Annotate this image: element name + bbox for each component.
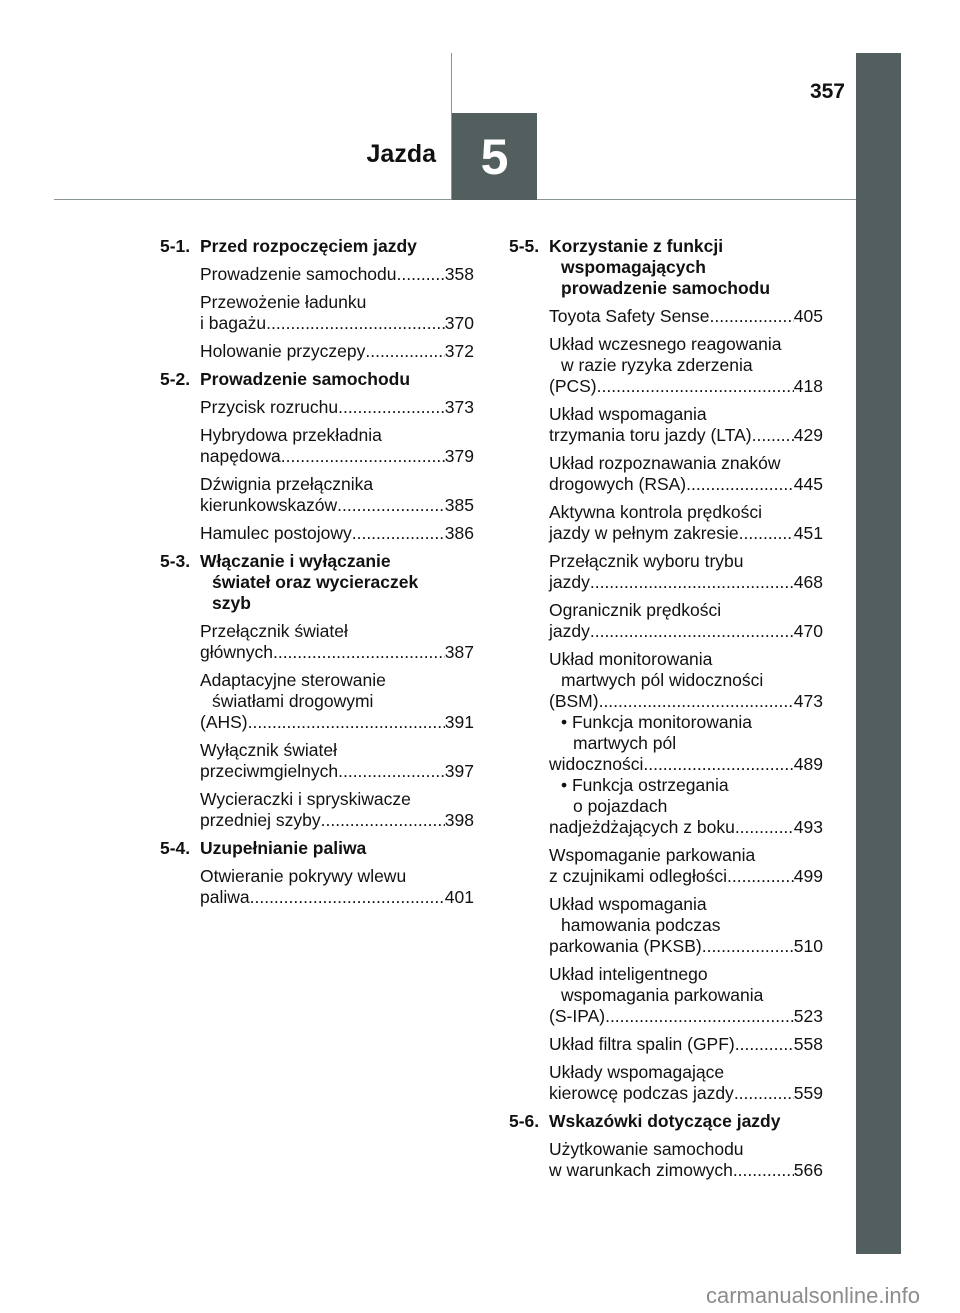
dot-leader — [686, 474, 794, 495]
toc-line-with-page[interactable] — [200, 642, 474, 663]
dot-leader — [735, 817, 794, 838]
section-title-line: Korzystanie z funkcji — [549, 236, 724, 256]
toc-page-number: 429 — [793, 425, 823, 445]
toc-line-with-page[interactable] — [200, 397, 474, 418]
toc-entry[interactable] — [200, 789, 474, 831]
section-title-line: Wskazówki dotyczące jazdy — [549, 1111, 781, 1131]
toc-entry-text: widoczności — [549, 754, 644, 774]
dot-leader — [752, 425, 794, 446]
toc-entry-text: Toyota Safety Sense — [549, 306, 710, 326]
toc-entry[interactable] — [549, 845, 823, 887]
toc-page-number: 493 — [793, 817, 823, 837]
toc-line-with-page[interactable] — [549, 817, 823, 838]
toc-page-number: 566 — [793, 1160, 823, 1180]
toc-entry-text: kierunkowskazów — [200, 495, 338, 515]
toc-line-with-page[interactable] — [549, 1034, 823, 1055]
section-title-line: Prowadzenie samochodu — [200, 369, 411, 389]
toc-page-number: 397 — [444, 761, 474, 781]
section-number: 5-2. — [160, 369, 191, 389]
toc-line-with-page[interactable] — [549, 621, 823, 642]
toc-line-with-page[interactable] — [549, 572, 823, 593]
toc-entry-text: trzymania toru jazdy (LTA) — [549, 425, 752, 445]
toc-page-number: 401 — [444, 887, 474, 907]
toc-entry-text: Układy wspomagające — [549, 1062, 725, 1082]
toc-line-with-page[interactable] — [200, 712, 474, 733]
toc-page-number: 398 — [444, 810, 474, 830]
toc-entry-text: i bagażu — [200, 313, 267, 333]
toc-entry-text: martwych pól — [573, 733, 677, 753]
toc-entry[interactable] — [200, 474, 474, 516]
section-title — [549, 236, 823, 299]
toc-page-number: 391 — [444, 712, 474, 732]
toc-entry-text: drogowych (RSA) — [549, 474, 687, 494]
toc-entry[interactable] — [549, 1034, 823, 1055]
toc-entry-text: Układ wczesnego reagowania — [549, 334, 782, 354]
toc-entry-text: światłami drogowymi — [212, 691, 374, 711]
toc-line-with-page[interactable] — [200, 810, 474, 831]
toc-entry-text: parkowania (PKSB) — [549, 936, 702, 956]
toc-entry[interactable] — [549, 551, 823, 593]
toc-entry-text: Adaptacyjne sterowanie — [200, 670, 386, 690]
toc-entry-text: hamowania podczas — [561, 915, 721, 935]
toc-subentry[interactable] — [549, 775, 823, 838]
toc-line-with-page[interactable] — [549, 376, 823, 397]
toc-line-with-page[interactable] — [200, 495, 474, 516]
toc-entry-text: Ogranicznik prędkości — [549, 600, 722, 620]
toc-entry-text: Układ monitorowania — [549, 649, 713, 669]
section-title-line: Włączanie i wyłączanie — [200, 551, 391, 571]
toc-section-heading[interactable] — [160, 236, 474, 257]
section-title — [200, 236, 474, 257]
toc-entry[interactable] — [549, 600, 823, 642]
dot-leader — [590, 621, 794, 642]
section-number: 5-4. — [160, 838, 191, 858]
toc-entry-text: kierowcę podczas jazdy — [549, 1083, 734, 1103]
toc-page-number: 499 — [793, 866, 823, 886]
toc-entry[interactable] — [549, 502, 823, 544]
toc-entry-text: (S-IPA) — [549, 1006, 606, 1026]
toc-entry-text: Prowadzenie samochodu — [200, 264, 397, 284]
toc-entry-text: w razie ryzyka zderzenia — [561, 355, 753, 375]
toc-entry-text: (BSM) — [549, 691, 599, 711]
toc-section-heading[interactable] — [509, 1111, 823, 1132]
toc-line-with-page[interactable] — [549, 754, 823, 775]
toc-entry[interactable] — [549, 1062, 823, 1104]
toc-entry-text: (PCS) — [549, 376, 597, 396]
toc-page-number: 559 — [793, 1083, 823, 1103]
dot-leader — [605, 1006, 794, 1027]
section-title — [200, 551, 474, 614]
toc-entry-text: paliwa — [200, 887, 250, 907]
toc-page-number: 405 — [793, 306, 823, 326]
toc-line-with-page[interactable] — [200, 313, 474, 334]
toc-entry-text: Otwieranie pokrywy wlewu — [200, 866, 407, 886]
toc-line-with-page[interactable] — [200, 761, 474, 782]
toc-entry-text: Wycieraczki i spryskiwacze — [200, 789, 411, 809]
toc-entry-text: przedniej szyby — [200, 810, 321, 830]
section-title-line: świateł oraz wycieraczek — [212, 572, 419, 592]
toc-entry-text: Układ inteligentnego — [549, 964, 708, 984]
toc-entry-text: Układ rozpoznawania znaków — [549, 453, 781, 473]
chapter-side-tab — [856, 53, 901, 1254]
toc-entry-text: nadjeżdżających z boku — [549, 817, 735, 837]
toc-page-number: 468 — [793, 572, 823, 592]
dot-leader — [710, 306, 794, 327]
toc-entry[interactable] — [200, 523, 474, 544]
toc-line-with-page[interactable] — [549, 1160, 823, 1181]
toc-entry-text: Przewożenie ładunku — [200, 292, 367, 312]
toc-entry[interactable] — [200, 292, 474, 334]
toc-line-with-page[interactable] — [549, 936, 823, 957]
toc-page-number: 558 — [793, 1034, 823, 1054]
toc-column-right — [509, 236, 823, 1181]
dot-leader — [734, 1083, 794, 1104]
dot-leader — [338, 761, 445, 782]
toc-entry[interactable] — [549, 894, 823, 957]
dot-leader — [338, 397, 445, 418]
toc-page-number: 451 — [793, 523, 823, 543]
toc-entry-text: Dźwignia przełącznika — [200, 474, 374, 494]
dot-leader — [352, 523, 445, 544]
dot-leader — [266, 313, 445, 334]
dot-leader — [599, 691, 794, 712]
toc-subentry[interactable] — [549, 712, 823, 775]
dot-leader — [727, 866, 794, 887]
section-title-line: Uzupełnianie paliwa — [200, 838, 367, 858]
toc-page-number: 372 — [444, 341, 474, 361]
section-title-line: prowadzenie samochodu — [561, 278, 771, 298]
toc-entry[interactable] — [549, 649, 823, 838]
toc-entry-text: Holowanie przyczepy — [200, 341, 366, 361]
toc-entry-text: Przełącznik świateł — [200, 621, 348, 641]
toc-entry-text: martwych pól widoczności — [561, 670, 764, 690]
toc-section-heading[interactable] — [160, 369, 474, 390]
toc-entry-text: z czujnikami odległości — [549, 866, 727, 886]
toc-entry-text: Układ wspomagania — [549, 404, 707, 424]
chapter-title: Jazda — [366, 140, 436, 168]
section-title — [549, 1111, 823, 1132]
toc-entry-text: o pojazdach — [573, 796, 668, 816]
dot-leader — [590, 572, 794, 593]
toc-column-left — [160, 236, 474, 908]
toc-entry-text: w warunkach zimowych — [549, 1160, 733, 1180]
toc-page-number: 489 — [793, 754, 823, 774]
toc-section-heading[interactable] — [160, 838, 474, 859]
toc-page-number: 418 — [793, 376, 823, 396]
toc-line-with-page[interactable] — [549, 306, 823, 327]
section-number: 5-1. — [160, 236, 191, 256]
toc-line-with-page[interactable] — [549, 523, 823, 544]
toc-entry-text: • Funkcja monitorowania — [561, 712, 752, 732]
toc-entry-text: Przełącznik wyboru trybu — [549, 551, 744, 571]
toc-section-heading[interactable] — [160, 551, 474, 614]
toc-entry[interactable] — [200, 866, 474, 908]
toc-page-number: 510 — [793, 936, 823, 956]
toc-entry[interactable] — [200, 341, 474, 362]
toc-page-number: 385 — [444, 495, 474, 515]
toc-entry-text: jazdy — [549, 572, 590, 592]
dot-leader — [365, 341, 444, 362]
section-title-line: Przed rozpoczęciem jazdy — [200, 236, 417, 256]
toc-line-with-page[interactable] — [549, 1006, 823, 1027]
toc-entry-text: • Funkcja ostrzegania — [561, 775, 729, 795]
toc-entry[interactable] — [549, 306, 823, 327]
toc-page-number: 373 — [444, 397, 474, 417]
toc-entry-text: Układ wspomagania — [549, 894, 707, 914]
toc-page-number: 370 — [444, 313, 474, 333]
toc-entry[interactable] — [549, 964, 823, 1027]
toc-entry-text: Wspomaganie parkowania — [549, 845, 756, 865]
toc-line-with-page[interactable] — [200, 446, 474, 467]
toc-entry-text: Hamulec postojowy — [200, 523, 352, 543]
toc-page-number: 387 — [444, 642, 474, 662]
dot-leader — [337, 495, 445, 516]
dot-leader — [250, 887, 445, 908]
toc-page-number: 386 — [444, 523, 474, 543]
toc-page-number: 445 — [793, 474, 823, 494]
toc-line-with-page[interactable] — [549, 1083, 823, 1104]
dot-leader — [735, 1034, 794, 1055]
toc-line-with-page[interactable] — [200, 264, 474, 285]
dot-leader — [597, 376, 794, 397]
dot-leader — [643, 754, 793, 775]
toc-entry[interactable] — [549, 404, 823, 446]
toc-page-number: 379 — [444, 446, 474, 466]
toc-page-number: 358 — [444, 264, 474, 284]
toc-entry-text: jazdy — [549, 621, 590, 641]
toc-page-number: 473 — [793, 691, 823, 711]
dot-leader — [273, 642, 445, 663]
page-number: 357 — [809, 80, 845, 103]
toc-entry-text: Hybrydowa przekładnia — [200, 425, 382, 445]
watermark: carmanualsonline.info — [705, 1283, 920, 1308]
toc-page-number: 470 — [793, 621, 823, 641]
chapter-number: 5 — [480, 128, 509, 185]
toc-line-with-page[interactable] — [200, 341, 474, 362]
toc-entry-text: napędowa — [200, 446, 281, 466]
toc-entry-text: wspomagania parkowania — [561, 985, 764, 1005]
toc-entry[interactable] — [549, 1139, 823, 1181]
toc-section-heading[interactable] — [509, 236, 823, 299]
toc-entry-text: (AHS) — [200, 712, 248, 732]
toc-line-with-page[interactable] — [549, 866, 823, 887]
toc-entry-text: przeciwmgielnych — [200, 761, 339, 781]
dot-leader — [397, 264, 445, 285]
section-title-line: szyb — [212, 593, 251, 613]
chapter-number-box — [452, 113, 537, 200]
toc-line-with-page[interactable] — [200, 523, 474, 544]
section-number: 5-3. — [160, 551, 191, 571]
toc-entry[interactable] — [200, 670, 474, 733]
toc-line-with-page[interactable] — [549, 425, 823, 446]
section-title-line: wspomagających — [561, 257, 706, 277]
toc-entry[interactable] — [200, 621, 474, 663]
section-title — [200, 369, 474, 390]
toc-entry[interactable] — [200, 264, 474, 285]
toc-entry-text: Przycisk rozruchu — [200, 397, 339, 417]
dot-leader — [321, 810, 445, 831]
dot-leader — [739, 523, 794, 544]
toc-entry-text: Aktywna kontrola prędkości — [549, 502, 763, 522]
toc-line-with-page[interactable] — [549, 691, 823, 712]
toc-entry-text: Użytkowanie samochodu — [549, 1139, 744, 1159]
dot-leader — [702, 936, 794, 957]
toc-entry-text: Wyłącznik świateł — [200, 740, 337, 760]
section-number: 5-6. — [509, 1111, 540, 1131]
toc-entry[interactable] — [549, 334, 823, 397]
dot-leader — [281, 446, 445, 467]
toc-line-with-page[interactable] — [200, 887, 474, 908]
toc-entry-text: Układ filtra spalin (GPF) — [549, 1034, 735, 1054]
toc-entry[interactable] — [549, 453, 823, 495]
section-title — [200, 838, 474, 859]
section-number: 5-5. — [509, 236, 540, 256]
toc-entry-text: głównych — [200, 642, 273, 662]
toc-line-with-page[interactable] — [549, 474, 823, 495]
dot-leader — [733, 1160, 794, 1181]
toc-entry-text: jazdy w pełnym zakresie — [549, 523, 739, 543]
toc-entry[interactable] — [200, 740, 474, 782]
toc-page-number: 523 — [793, 1006, 823, 1026]
toc-entry[interactable] — [200, 397, 474, 418]
dot-leader — [248, 712, 445, 733]
toc-entry[interactable] — [200, 425, 474, 467]
